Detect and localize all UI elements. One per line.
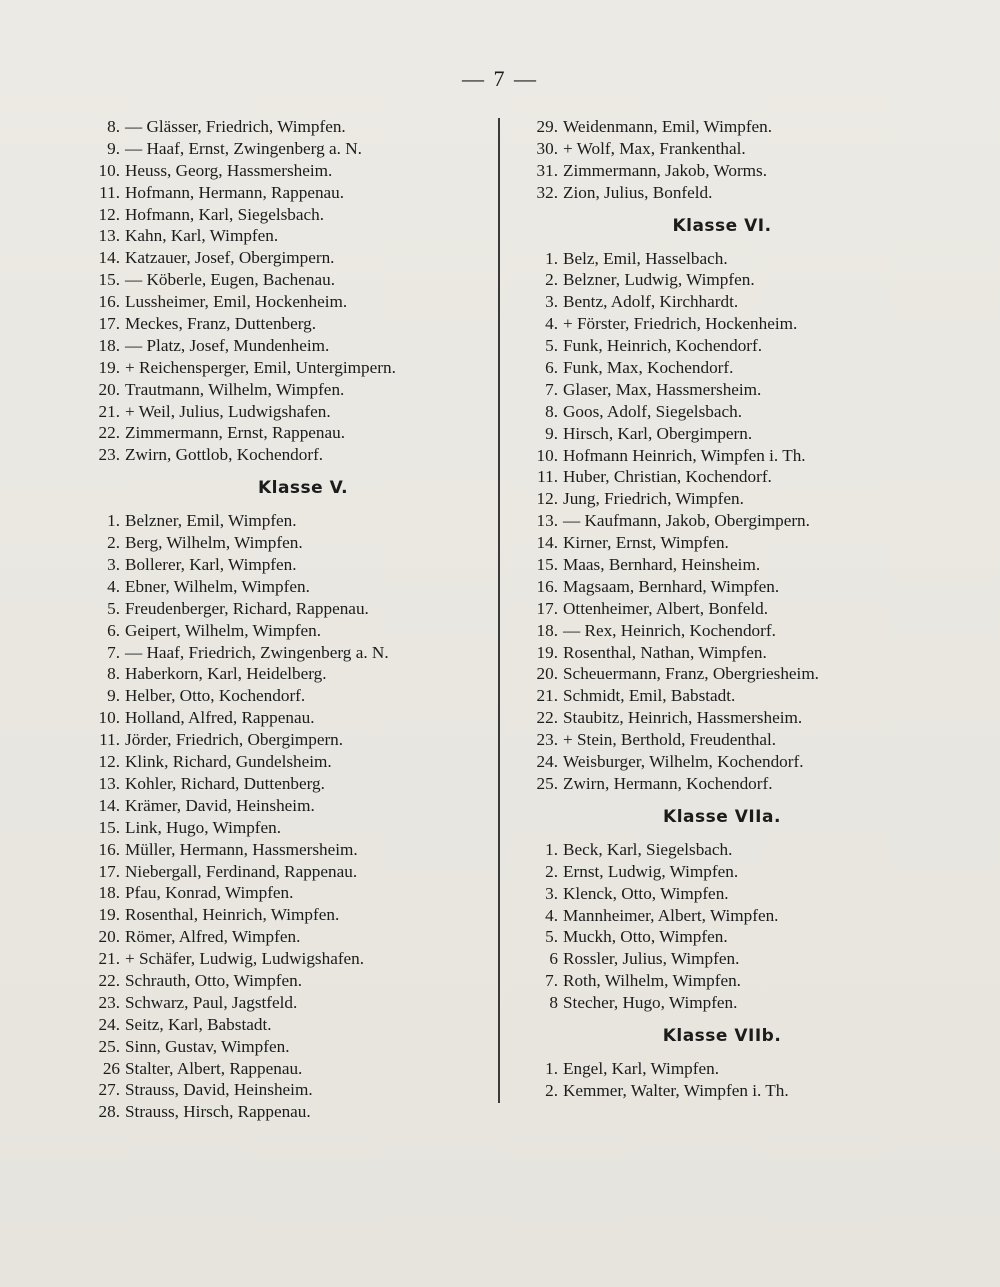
entry-text: Muckh, Otto, Wimpfen. bbox=[563, 927, 728, 947]
list-entry bbox=[522, 861, 922, 883]
list-entry bbox=[522, 466, 922, 488]
list-entry bbox=[522, 992, 922, 1014]
entry-text: Weidenmann, Emil, Wimpfen. bbox=[563, 117, 773, 136]
entry-number: 10. bbox=[98, 160, 120, 180]
entry-number: 17. bbox=[536, 598, 558, 618]
list-entry bbox=[84, 751, 492, 773]
entry-number: 12. bbox=[98, 204, 120, 224]
entry-text: Magsaam, Bernhard, Wimpfen. bbox=[563, 576, 780, 596]
entry-text: Staubitz, Heinrich, Hassmersheim. bbox=[563, 708, 803, 728]
entry-text: Mannheimer, Albert, Wimpfen. bbox=[563, 905, 779, 925]
list-entry bbox=[84, 444, 492, 466]
entry-number: 21. bbox=[536, 686, 558, 706]
left-list-continued bbox=[84, 116, 492, 466]
klasse-viia-list bbox=[522, 839, 922, 1014]
entry-text: Jung, Friedrich, Wimpfen. bbox=[563, 489, 744, 509]
entry-number: 14. bbox=[98, 795, 120, 815]
entry-number: 16. bbox=[98, 292, 120, 312]
entry-text: Lussheimer, Emil, Hockenheim. bbox=[125, 292, 348, 312]
entry-text: Strauss, David, Heinsheim. bbox=[125, 1080, 313, 1100]
entry-number: 14. bbox=[98, 248, 120, 268]
entry-text: Pfau, Konrad, Wimpfen. bbox=[125, 883, 294, 903]
entry-number: 20. bbox=[536, 664, 558, 684]
list-entry bbox=[522, 401, 922, 423]
entry-number: 23. bbox=[98, 992, 120, 1012]
entry-text: Funk, Heinrich, Kochendorf. bbox=[563, 336, 763, 356]
list-entry bbox=[522, 883, 922, 905]
entry-number: 4. bbox=[545, 314, 558, 334]
entry-number: 9. bbox=[545, 423, 558, 443]
list-entry bbox=[84, 729, 492, 751]
list-entry bbox=[84, 269, 492, 291]
entry-text: Haberkorn, Karl, Heidelberg. bbox=[125, 664, 327, 684]
entry-number: 21. bbox=[98, 949, 120, 969]
entry-number: 25. bbox=[98, 1036, 120, 1056]
entry-text: Scheuermann, Franz, Obergriesheim. bbox=[563, 664, 819, 684]
entry-number: 16. bbox=[98, 839, 120, 859]
entry-text: + Weil, Julius, Ludwigshafen. bbox=[125, 401, 331, 421]
entry-number: 20. bbox=[98, 379, 120, 399]
list-entry bbox=[522, 423, 922, 445]
entry-number: 6. bbox=[545, 358, 558, 378]
entry-text: Schwarz, Paul, Jagstfeld. bbox=[125, 992, 298, 1012]
entry-number: 32. bbox=[536, 182, 558, 202]
list-entry bbox=[84, 247, 492, 269]
entry-text: Schmidt, Emil, Babstadt. bbox=[563, 686, 736, 706]
entry-number: 17. bbox=[98, 314, 120, 334]
entry-text: Helber, Otto, Kochendorf. bbox=[125, 686, 306, 706]
entry-number: 11. bbox=[537, 467, 558, 487]
entry-number: 19. bbox=[98, 357, 120, 377]
entry-number: 26 bbox=[102, 1058, 120, 1078]
entry-number: 15. bbox=[536, 555, 558, 575]
entry-text: — Kaufmann, Jakob, Obergimpern. bbox=[563, 511, 810, 531]
list-entry bbox=[84, 204, 492, 226]
list-entry bbox=[522, 729, 922, 751]
entry-text: Zimmermann, Ernst, Rappenau. bbox=[125, 423, 346, 443]
entry-number: 13. bbox=[98, 773, 120, 793]
list-entry bbox=[84, 554, 492, 576]
entry-number: 1. bbox=[545, 1058, 558, 1078]
entry-number: 10. bbox=[98, 708, 120, 728]
list-entry bbox=[522, 182, 922, 204]
list-entry bbox=[84, 138, 492, 160]
entry-number: 20. bbox=[98, 927, 120, 947]
list-entry bbox=[522, 839, 922, 861]
list-entry bbox=[84, 576, 492, 598]
list-entry bbox=[522, 707, 922, 729]
entry-number: 25. bbox=[536, 773, 558, 793]
list-entry bbox=[522, 905, 922, 927]
klasse-v-list bbox=[84, 510, 492, 1123]
list-entry bbox=[522, 926, 922, 948]
list-entry bbox=[522, 576, 922, 598]
entry-text: Rossler, Julius, Wimpfen. bbox=[563, 949, 740, 969]
entry-text: Strauss, Hirsch, Rappenau. bbox=[125, 1102, 311, 1122]
list-entry bbox=[84, 663, 492, 685]
list-entry bbox=[522, 663, 922, 685]
list-entry bbox=[84, 685, 492, 707]
entry-text: Funk, Max, Kochendorf. bbox=[563, 358, 734, 378]
entry-number: 31. bbox=[536, 160, 558, 180]
list-entry bbox=[84, 291, 492, 313]
list-entry bbox=[522, 269, 922, 291]
list-entry bbox=[522, 313, 922, 335]
entry-number: 18. bbox=[98, 335, 120, 355]
list-entry bbox=[84, 970, 492, 992]
heading-klasse-viia: Klasse VIIa. bbox=[663, 806, 781, 827]
list-entry bbox=[522, 532, 922, 554]
list-entry bbox=[522, 116, 922, 138]
entry-text: Katzauer, Josef, Obergimpern. bbox=[125, 248, 335, 268]
list-entry bbox=[84, 882, 492, 904]
entry-text: Rosenthal, Heinrich, Wimpfen. bbox=[125, 905, 340, 925]
entry-number: 8. bbox=[107, 664, 120, 684]
list-entry bbox=[84, 773, 492, 795]
list-entry bbox=[84, 839, 492, 861]
entry-number: 18. bbox=[98, 883, 120, 903]
entry-text: Klenck, Otto, Wimpfen. bbox=[563, 883, 729, 903]
entry-number: 8. bbox=[107, 117, 120, 136]
entry-text: Zwirn, Gottlob, Kochendorf. bbox=[125, 445, 324, 465]
list-entry bbox=[522, 948, 922, 970]
list-entry bbox=[84, 598, 492, 620]
entry-text: Hofmann, Hermann, Rappenau. bbox=[125, 182, 345, 202]
column-divider bbox=[498, 118, 500, 1103]
entry-text: Engel, Karl, Wimpfen. bbox=[563, 1058, 720, 1078]
entry-number: 7. bbox=[545, 379, 558, 399]
entry-text: Kirner, Ernst, Wimpfen. bbox=[563, 533, 729, 553]
entry-number: 19. bbox=[536, 642, 558, 662]
list-entry bbox=[84, 422, 492, 444]
entry-text: — Rex, Heinrich, Kochendorf. bbox=[563, 620, 776, 640]
entry-number: 12. bbox=[98, 752, 120, 772]
entry-text: Zimmermann, Jakob, Worms. bbox=[563, 160, 768, 180]
list-entry bbox=[84, 948, 492, 970]
list-entry bbox=[522, 379, 922, 401]
entry-number: 21. bbox=[98, 401, 120, 421]
entry-text: Bollerer, Karl, Wimpfen. bbox=[125, 555, 297, 575]
entry-text: Bentz, Adolf, Kirchhardt. bbox=[563, 292, 739, 312]
list-entry bbox=[84, 182, 492, 204]
entry-number: 14. bbox=[536, 533, 558, 553]
entry-number: 9. bbox=[107, 686, 120, 706]
entry-number: 8 bbox=[549, 993, 558, 1013]
entry-number: 1. bbox=[107, 511, 120, 531]
entry-number: 2. bbox=[545, 270, 558, 290]
list-entry bbox=[84, 1036, 492, 1058]
entry-text: Ottenheimer, Albert, Bonfeld. bbox=[563, 598, 769, 618]
entry-number: 10. bbox=[536, 445, 558, 465]
entry-number: 4. bbox=[107, 576, 120, 596]
entry-text: — Platz, Josef, Mundenheim. bbox=[125, 335, 330, 355]
entry-number: 6. bbox=[107, 620, 120, 640]
entry-text: Beck, Karl, Siegelsbach. bbox=[563, 839, 733, 859]
entry-number: 7. bbox=[107, 642, 120, 662]
list-entry bbox=[522, 160, 922, 182]
entry-number: 19. bbox=[98, 905, 120, 925]
entry-text: Klink, Richard, Gundelsheim. bbox=[125, 752, 332, 772]
entry-text: Belz, Emil, Hasselbach. bbox=[563, 248, 728, 268]
entry-number: 11. bbox=[99, 182, 120, 202]
entry-number: 23. bbox=[98, 445, 120, 465]
list-entry bbox=[84, 379, 492, 401]
entry-number: 22. bbox=[536, 708, 558, 728]
entry-text: + Schäfer, Ludwig, Ludwigshafen. bbox=[125, 949, 365, 969]
list-entry bbox=[522, 598, 922, 620]
entry-text: Belzner, Ludwig, Wimpfen. bbox=[563, 270, 755, 290]
entry-number: 24. bbox=[536, 752, 558, 772]
entry-text: Hofmann, Karl, Siegelsbach. bbox=[125, 204, 325, 224]
entry-text: Stalter, Albert, Rappenau. bbox=[125, 1058, 303, 1078]
list-entry bbox=[522, 620, 922, 642]
entry-text: Zion, Julius, Bonfeld. bbox=[563, 182, 713, 202]
list-entry bbox=[522, 554, 922, 576]
list-entry bbox=[522, 248, 922, 270]
entry-text: — Haaf, Ernst, Zwingenberg a. N. bbox=[125, 138, 362, 158]
list-entry bbox=[84, 861, 492, 883]
entry-text: Hirsch, Karl, Obergimpern. bbox=[563, 423, 753, 443]
list-entry bbox=[522, 685, 922, 707]
list-entry bbox=[84, 992, 492, 1014]
entry-text: Müller, Hermann, Hassmersheim. bbox=[125, 839, 358, 859]
klasse-vi-list bbox=[522, 248, 922, 795]
entry-number: 5. bbox=[545, 336, 558, 356]
entry-number: 30. bbox=[536, 138, 558, 158]
list-entry bbox=[84, 313, 492, 335]
page-number: — 7 — bbox=[462, 66, 538, 91]
right-list-continued bbox=[522, 116, 922, 204]
entry-text: Römer, Alfred, Wimpfen. bbox=[125, 927, 301, 947]
entry-text: Niebergall, Ferdinand, Rappenau. bbox=[125, 861, 358, 881]
list-entry bbox=[84, 1058, 492, 1080]
heading-klasse-vi: Klasse VI. bbox=[672, 215, 772, 236]
entry-text: Kemmer, Walter, Wimpfen i. Th. bbox=[563, 1080, 789, 1100]
list-entry bbox=[84, 926, 492, 948]
entry-number: 5. bbox=[107, 598, 120, 618]
entry-number: 8. bbox=[545, 401, 558, 421]
list-entry bbox=[522, 445, 922, 467]
entry-number: 23. bbox=[536, 730, 558, 750]
entry-text: Rosenthal, Nathan, Wimpfen. bbox=[563, 642, 767, 662]
entry-text: Seitz, Karl, Babstadt. bbox=[125, 1014, 272, 1034]
entry-text: — Köberle, Eugen, Bachenau. bbox=[125, 270, 335, 290]
list-entry bbox=[84, 707, 492, 729]
entry-text: Trautmann, Wilhelm, Wimpfen. bbox=[125, 379, 345, 399]
list-entry bbox=[522, 335, 922, 357]
list-entry bbox=[522, 1080, 922, 1102]
list-entry bbox=[84, 116, 492, 138]
entry-number: 24. bbox=[98, 1014, 120, 1034]
list-entry bbox=[84, 532, 492, 554]
entry-number: 4. bbox=[545, 905, 558, 925]
list-entry bbox=[84, 817, 492, 839]
entry-number: 12. bbox=[536, 489, 558, 509]
entry-number: 16. bbox=[536, 576, 558, 596]
list-entry bbox=[84, 160, 492, 182]
entry-text: Huber, Christian, Kochendorf. bbox=[563, 467, 772, 487]
list-entry bbox=[522, 488, 922, 510]
left-column bbox=[84, 116, 492, 1123]
entry-text: Sinn, Gustav, Wimpfen. bbox=[125, 1036, 290, 1056]
entry-number: 29. bbox=[536, 117, 558, 136]
entry-text: Goos, Adolf, Siegelsbach. bbox=[563, 401, 743, 421]
list-entry bbox=[84, 335, 492, 357]
entry-number: 13. bbox=[536, 511, 558, 531]
entry-number: 9. bbox=[107, 138, 120, 158]
entry-text: — Glässer, Friedrich, Wimpfen. bbox=[125, 117, 346, 136]
entry-text: Roth, Wilhelm, Wimpfen. bbox=[563, 971, 741, 991]
entry-text: Jörder, Friedrich, Obergimpern. bbox=[125, 730, 344, 750]
entry-text: + Wolf, Max, Frankenthal. bbox=[563, 138, 746, 158]
entry-text: — Haaf, Friedrich, Zwingenberg a. N. bbox=[125, 642, 389, 662]
entry-text: Stecher, Hugo, Wimpfen. bbox=[563, 993, 738, 1013]
entry-number: 5. bbox=[545, 927, 558, 947]
entry-text: Link, Hugo, Wimpfen. bbox=[125, 817, 282, 837]
entry-text: Holland, Alfred, Rappenau. bbox=[125, 708, 315, 728]
entry-number: 7. bbox=[545, 971, 558, 991]
entry-number: 18. bbox=[536, 620, 558, 640]
entry-number: 2. bbox=[545, 1080, 558, 1100]
entry-number: 22. bbox=[98, 423, 120, 443]
entry-number: 17. bbox=[98, 861, 120, 881]
entry-text: + Reichensperger, Emil, Untergimpern. bbox=[125, 357, 396, 377]
entry-text: Berg, Wilhelm, Wimpfen. bbox=[125, 533, 303, 553]
list-entry bbox=[522, 291, 922, 313]
entry-number: 15. bbox=[98, 817, 120, 837]
entry-number: 27. bbox=[98, 1080, 120, 1100]
entry-text: Zwirn, Hermann, Kochendorf. bbox=[563, 773, 773, 793]
entry-text: Glaser, Max, Hassmersheim. bbox=[563, 379, 762, 399]
right-column bbox=[522, 116, 922, 1102]
entry-number: 3. bbox=[107, 555, 120, 575]
list-entry bbox=[522, 510, 922, 532]
entry-number: 28. bbox=[98, 1102, 120, 1122]
entry-number: 2. bbox=[107, 533, 120, 553]
list-entry bbox=[522, 138, 922, 160]
entry-text: Meckes, Franz, Duttenberg. bbox=[125, 314, 317, 334]
list-entry bbox=[522, 642, 922, 664]
list-entry bbox=[522, 970, 922, 992]
list-entry bbox=[84, 1014, 492, 1036]
entry-text: + Förster, Friedrich, Hockenheim. bbox=[563, 314, 798, 334]
entry-text: Ebner, Wilhelm, Wimpfen. bbox=[125, 576, 310, 596]
entry-text: Belzner, Emil, Wimpfen. bbox=[125, 511, 297, 531]
entry-text: Hofmann Heinrich, Wimpfen i. Th. bbox=[563, 445, 806, 465]
entry-number: 22. bbox=[98, 970, 120, 990]
entry-text: Kahn, Karl, Wimpfen. bbox=[125, 226, 279, 246]
entry-text: Heuss, Georg, Hassmersheim. bbox=[125, 160, 333, 180]
klasse-viib-list bbox=[522, 1058, 922, 1102]
entry-text: Schrauth, Otto, Wimpfen. bbox=[125, 970, 303, 990]
list-entry bbox=[84, 1101, 492, 1123]
entry-text: Ernst, Ludwig, Wimpfen. bbox=[563, 861, 739, 881]
list-entry bbox=[84, 225, 492, 247]
entry-text: Geipert, Wilhelm, Wimpfen. bbox=[125, 620, 322, 640]
entry-number: 2. bbox=[545, 861, 558, 881]
entry-number: 1. bbox=[545, 248, 558, 268]
list-entry bbox=[84, 904, 492, 926]
entry-text: Krämer, David, Heinsheim. bbox=[125, 795, 315, 815]
entry-text: Kohler, Richard, Duttenberg. bbox=[125, 773, 325, 793]
entry-number: 3. bbox=[545, 883, 558, 903]
list-entry bbox=[522, 773, 922, 795]
list-entry bbox=[84, 642, 492, 664]
entry-number: 1. bbox=[545, 839, 558, 859]
list-entry bbox=[84, 510, 492, 532]
heading-klasse-viib: Klasse VIIb. bbox=[662, 1025, 782, 1046]
list-entry bbox=[84, 1079, 492, 1101]
list-entry bbox=[522, 1058, 922, 1080]
list-entry bbox=[84, 795, 492, 817]
entry-text: Freudenberger, Richard, Rappenau. bbox=[125, 598, 369, 618]
entry-number: 11. bbox=[99, 730, 120, 750]
entry-number: 3. bbox=[545, 292, 558, 312]
heading-klasse-v: Klasse V. bbox=[257, 478, 349, 499]
entry-text: Maas, Bernhard, Heinsheim. bbox=[563, 555, 761, 575]
list-entry bbox=[84, 357, 492, 379]
entry-text: Weisburger, Wilhelm, Kochendorf. bbox=[563, 752, 804, 772]
entry-number: 15. bbox=[98, 270, 120, 290]
list-entry bbox=[522, 751, 922, 773]
entry-text: + Stein, Berthold, Freudenthal. bbox=[563, 730, 777, 750]
entry-number: 6 bbox=[549, 949, 558, 969]
list-entry bbox=[522, 357, 922, 379]
list-entry bbox=[84, 401, 492, 423]
entry-number: 13. bbox=[98, 226, 120, 246]
list-entry bbox=[84, 620, 492, 642]
